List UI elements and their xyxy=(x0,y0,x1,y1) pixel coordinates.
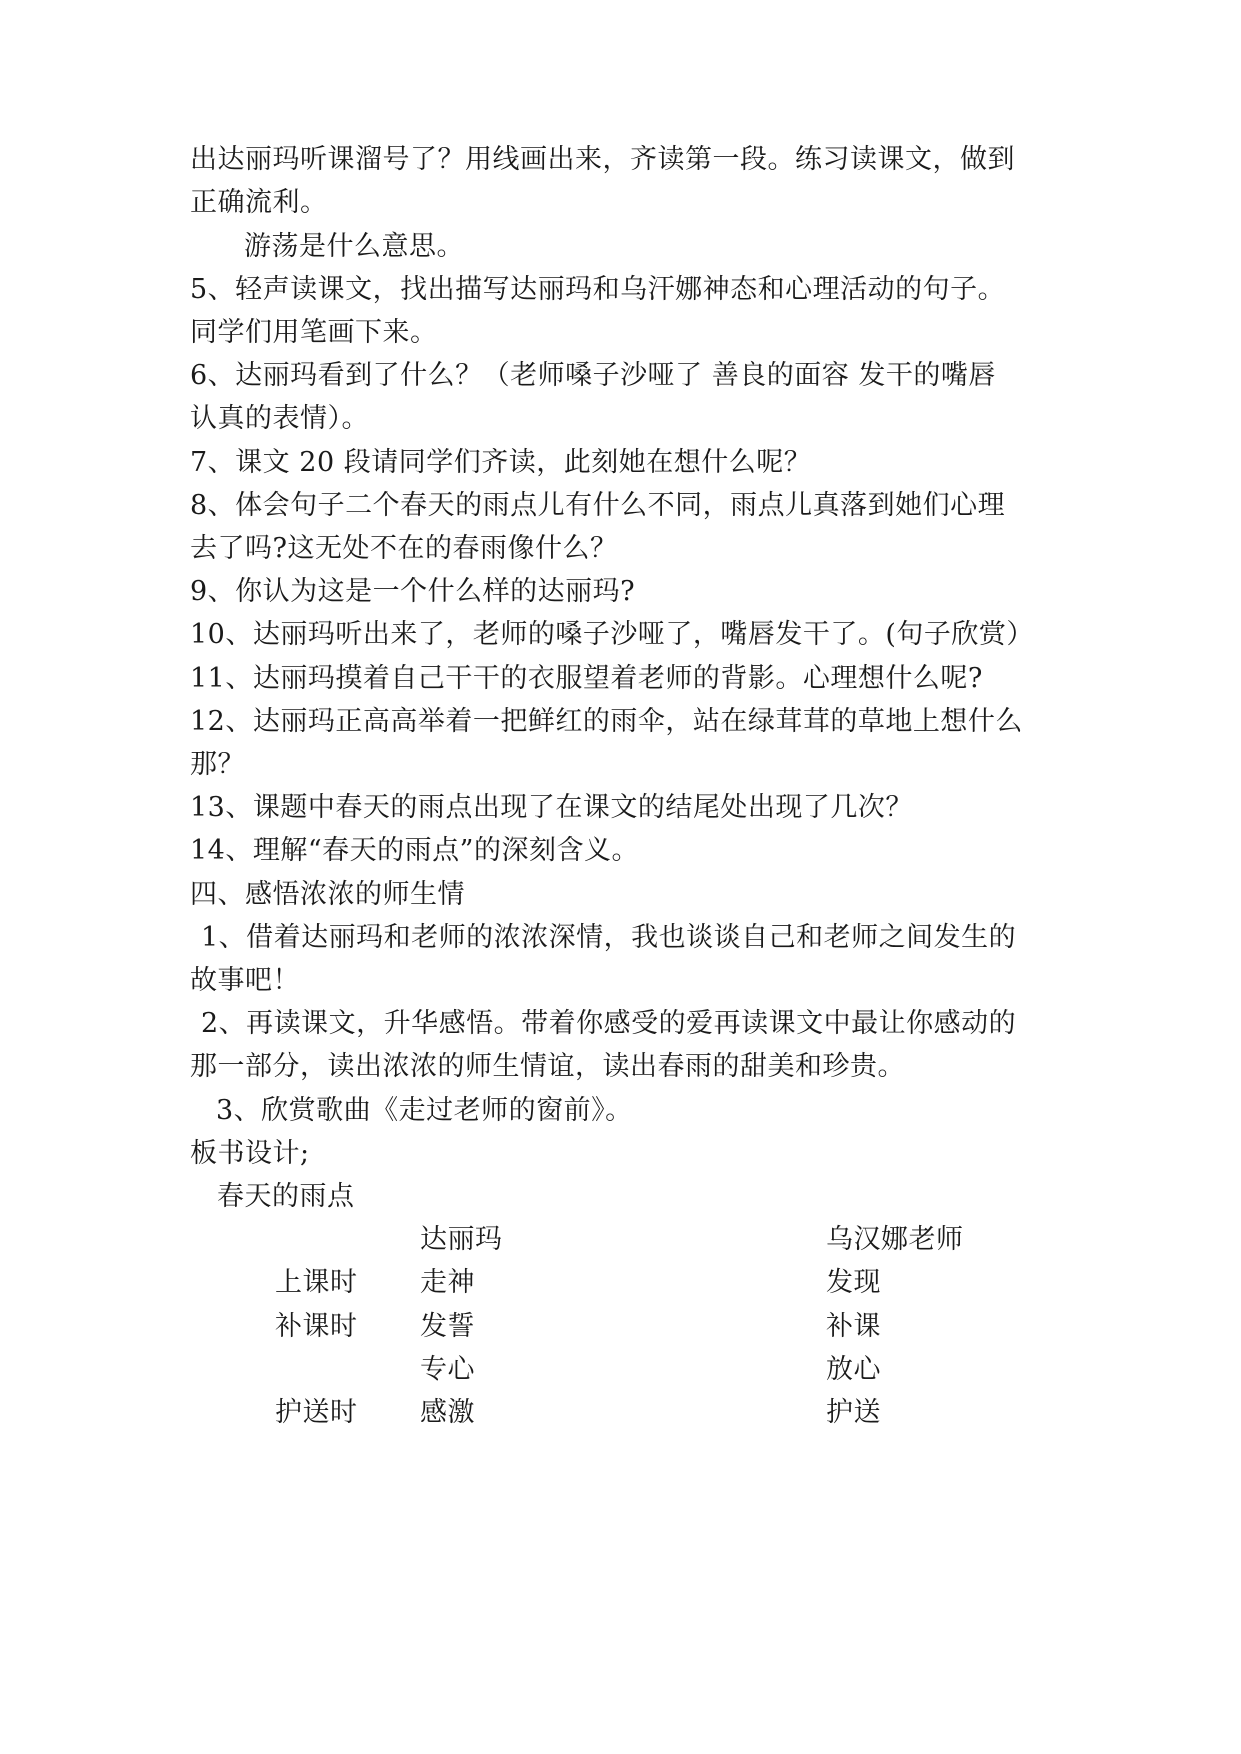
paragraph-line: 出达丽玛听课溜号了？用线画出来，齐读第一段。练习读课文，做到 xyxy=(190,144,1015,175)
board-row-label: 上课时 xyxy=(275,1267,358,1298)
section-heading: 四、感悟浓浓的师生情 xyxy=(190,879,465,910)
board-title: 春天的雨点 xyxy=(217,1181,355,1212)
board-cell: 发誓 xyxy=(420,1311,475,1342)
board-cell: 感激 xyxy=(420,1397,475,1428)
board-row-label: 护送时 xyxy=(275,1397,358,1428)
paragraph-line: 13、课题中春天的雨点出现了在课文的结尾处出现了几次？ xyxy=(190,792,913,823)
paragraph-line: 11、达丽玛摸着自己干干的衣服望着老师的背影。心理想什么呢? xyxy=(190,663,983,694)
paragraph-line: 认真的表情）。 xyxy=(190,403,369,434)
board-cell: 补课 xyxy=(826,1311,881,1342)
board-cell: 专心 xyxy=(420,1354,475,1385)
board-row-label: 补课时 xyxy=(275,1311,358,1342)
paragraph-line: 那一部分，读出浓浓的师生情谊，读出春雨的甜美和珍贵。 xyxy=(190,1051,905,1082)
paragraph-line: 那？ xyxy=(190,749,245,780)
paragraph-line: 去了吗?这无处不在的春雨像什么？ xyxy=(190,533,618,564)
board-cell: 走神 xyxy=(420,1267,475,1298)
paragraph-line: 10、达丽玛听出来了，老师的嗓子沙哑了，嘴唇发干了。(句子欣赏） xyxy=(190,619,1034,650)
paragraph-line: 7、课文 20 段请同学们齐读，此刻她在想什么呢？ xyxy=(190,447,812,478)
paragraph-line: 5、轻声读课文，找出描写达丽玛和乌汗娜神态和心理活动的句子。 xyxy=(190,274,1006,305)
board-cell: 放心 xyxy=(826,1354,881,1385)
paragraph-line: 游荡是什么意思。 xyxy=(244,231,464,262)
paragraph-line: 3、欣赏歌曲《走过老师的窗前》。 xyxy=(216,1095,633,1126)
board-cell: 发现 xyxy=(826,1267,881,1298)
board-header-cell: 达丽玛 xyxy=(420,1224,503,1255)
paragraph-line: 9、你认为这是一个什么样的达丽玛? xyxy=(190,576,636,607)
board-header-cell: 乌汉娜老师 xyxy=(826,1224,964,1255)
paragraph-line: 12、达丽玛正高高举着一把鲜红的雨伞，站在绿茸茸的草地上想什么 xyxy=(190,706,1023,737)
paragraph-line: 14、理解“春天的雨点”的深刻含义。 xyxy=(190,835,639,866)
section-heading: 板书设计; xyxy=(190,1138,310,1169)
paragraph-line: 故事吧！ xyxy=(190,965,300,996)
paragraph-line: 正确流利。 xyxy=(190,187,328,218)
paragraph-line: 6、达丽玛看到了什么？（老师嗓子沙哑了 善良的面容 发干的嘴唇 xyxy=(190,360,996,391)
paragraph-line: 2、再读课文，升华感悟。带着你感受的爱再读课文中最让你感动的 xyxy=(201,1008,1017,1039)
board-cell: 护送 xyxy=(826,1397,881,1428)
paragraph-line: 8、体会句子二个春天的雨点儿有什么不同，雨点儿真落到她们心理 xyxy=(190,490,1006,521)
paragraph-line: 1、借着达丽玛和老师的浓浓深情，我也谈谈自己和老师之间发生的 xyxy=(201,922,1017,953)
paragraph-line: 同学们用笔画下来。 xyxy=(190,317,438,348)
